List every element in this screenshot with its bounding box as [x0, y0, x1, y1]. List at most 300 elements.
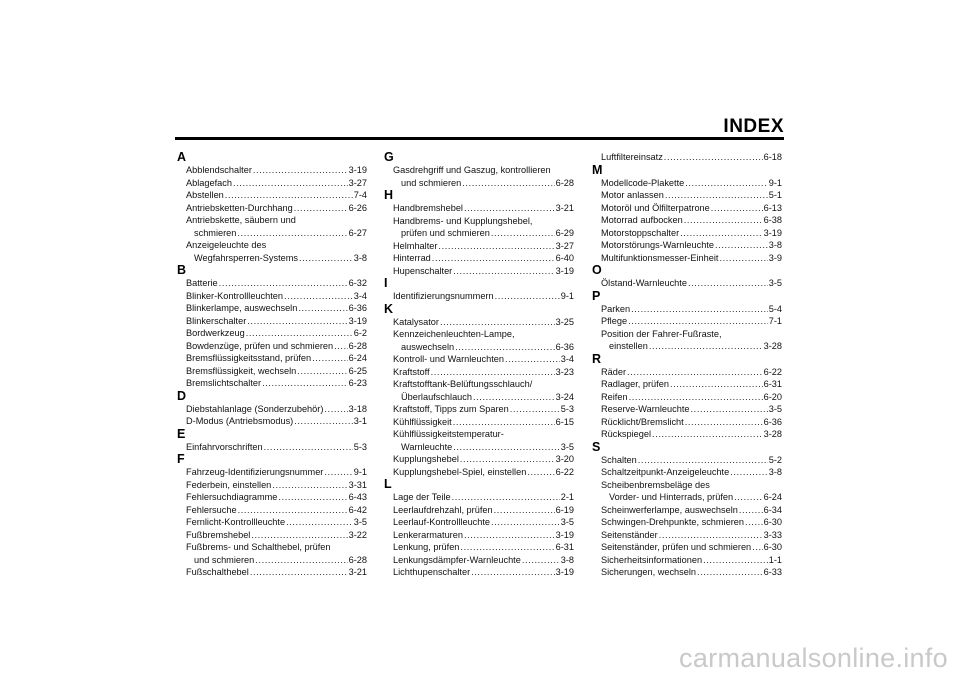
dot-leader — [659, 529, 763, 542]
dot-leader — [453, 416, 555, 429]
entry-page-number: 6-30 — [763, 517, 782, 527]
entry-line — [177, 164, 367, 177]
index-entry[interactable] — [384, 554, 574, 567]
entry-page-number: 6-29 — [555, 228, 574, 238]
entry-line — [384, 378, 574, 391]
entry-page-number: 3-21 — [555, 203, 574, 213]
dot-leader — [522, 554, 560, 567]
index-entry[interactable] — [177, 177, 367, 190]
index-entry[interactable] — [177, 377, 367, 390]
entry-page-number: 3-8 — [768, 240, 782, 250]
entry-page-number: 9-1 — [560, 291, 574, 301]
entry-page-number: 6-38 — [763, 215, 782, 225]
entry-line — [592, 328, 782, 341]
watermark: carmanualsonline.info — [679, 643, 948, 673]
index-entry[interactable] — [384, 516, 574, 529]
entry-page-number: 3-33 — [763, 529, 782, 540]
dot-leader — [262, 377, 348, 390]
entry-line — [384, 328, 574, 341]
entry-page-number: 6-30 — [763, 542, 782, 552]
index-entry[interactable] — [177, 340, 367, 353]
dot-leader — [505, 353, 560, 366]
entry-label: Lenkungsdämpfer-Warnleuchte — [393, 554, 521, 565]
entry-page-number: 6-27 — [348, 227, 367, 238]
entry-page-number: 3-1 — [353, 416, 367, 426]
section-letter: O — [592, 263, 602, 277]
entry-label: einstellen — [609, 341, 648, 351]
section-letter: D — [177, 388, 187, 403]
entry-page-number: 6-20 — [763, 391, 782, 402]
entry-page-number: 9-1 — [353, 467, 367, 477]
entry-page-number: 6-31 — [555, 542, 574, 552]
entry-line — [177, 491, 367, 504]
entry-label: Fehlersuche — [186, 504, 237, 515]
entry-label: Sicherungen, wechseln — [601, 567, 696, 577]
index-entry[interactable] — [592, 516, 782, 529]
index-entry[interactable] — [592, 239, 782, 252]
entry-page-number: 6-24 — [348, 353, 367, 363]
entry-label: Parken — [601, 303, 631, 314]
index-entry[interactable] — [177, 566, 367, 579]
index-entry[interactable] — [384, 215, 574, 240]
entry-line — [177, 239, 367, 252]
index-entry[interactable] — [592, 504, 782, 517]
dot-leader — [745, 516, 763, 529]
entry-label: Lenkung, prüfen — [393, 542, 460, 552]
index-entry[interactable] — [592, 454, 782, 467]
index-entry[interactable] — [592, 189, 782, 202]
entry-line — [592, 466, 782, 479]
title-rule — [175, 137, 784, 140]
dot-leader — [730, 466, 768, 479]
dot-leader — [703, 554, 768, 567]
index-entry[interactable] — [177, 202, 367, 215]
entry-label: Hinterrad — [393, 253, 431, 263]
index-entry[interactable] — [177, 516, 367, 529]
entry-page-number: 6-43 — [348, 492, 367, 502]
entry-page-number: 6-31 — [763, 379, 782, 389]
entry-label: Reserve-Warnleuchte — [601, 404, 690, 414]
entry-line-continued — [177, 252, 367, 265]
index-entry[interactable] — [384, 453, 574, 466]
entry-line — [592, 378, 782, 391]
entry-label: Rückspiegel — [601, 429, 652, 439]
entry-line-continued — [384, 227, 574, 240]
index-entry[interactable] — [177, 466, 367, 479]
index-entry[interactable] — [384, 252, 574, 265]
entry-line — [384, 466, 574, 479]
entry-label: Sicherheitsinformationen — [601, 554, 703, 565]
entry-label: Modellcode-Plakette — [601, 177, 685, 188]
dot-leader — [225, 189, 353, 202]
index-entry[interactable] — [177, 189, 367, 202]
dot-leader — [527, 466, 554, 479]
section-letter: P — [592, 288, 601, 303]
entry-line — [384, 403, 574, 416]
entry-label: Kontroll- und Warnleuchten — [393, 354, 504, 364]
entry-line — [592, 239, 782, 252]
entry-line — [384, 316, 574, 329]
entry-page-number: 3-24 — [555, 391, 574, 402]
entry-label: Anzeigeleuchte des — [186, 240, 267, 250]
index-entry[interactable] — [384, 416, 574, 429]
index-entry[interactable] — [592, 554, 782, 567]
entry-line — [177, 177, 367, 190]
entry-line-continued — [384, 177, 574, 190]
entry-line — [177, 403, 367, 416]
dot-leader — [246, 327, 353, 340]
entry-line — [177, 504, 367, 517]
entry-line — [592, 554, 782, 567]
index-entry[interactable] — [384, 366, 574, 379]
entry-label: Kraftstoff, Tipps zum Sparen — [393, 404, 509, 414]
dot-leader — [237, 227, 347, 240]
dot-leader — [711, 202, 763, 215]
entry-line — [384, 366, 574, 379]
dot-leader — [629, 391, 763, 404]
entry-page-number: 6-13 — [763, 202, 782, 213]
index-column-3 — [592, 151, 782, 579]
dot-leader — [510, 403, 560, 416]
entry-line — [384, 416, 574, 429]
dot-leader — [473, 391, 555, 404]
dot-leader — [631, 303, 768, 316]
dot-leader — [247, 315, 347, 328]
dot-leader — [438, 240, 554, 253]
entry-label: Federbein, einstellen — [186, 479, 272, 490]
index-column-2 — [384, 151, 574, 579]
entry-label: Fehlersuchdiagramme — [186, 492, 278, 502]
entry-line — [177, 541, 367, 554]
entry-page-number: 3-28 — [763, 429, 782, 439]
index-entry[interactable] — [177, 479, 367, 492]
entry-label: Blinkerschalter — [186, 315, 247, 326]
entry-label: Lenkerarmaturen — [393, 529, 463, 540]
index-entry[interactable] — [384, 265, 574, 278]
index-entry[interactable] — [177, 327, 367, 340]
entry-label: Fernlicht-Kontrollleuchte — [186, 517, 286, 527]
entry-line — [177, 327, 367, 340]
index-entry[interactable] — [177, 290, 367, 303]
entry-page-number: 6-22 — [555, 466, 574, 477]
section-letter: S — [592, 439, 601, 454]
entry-label: Lage der Teile — [393, 492, 451, 502]
entry-page-number: 3-28 — [763, 341, 782, 351]
entry-page-number: 9-1 — [768, 177, 782, 188]
index-entry[interactable] — [384, 290, 574, 303]
entry-label: Motorrad aufbocken — [601, 215, 683, 225]
dot-leader — [440, 316, 555, 329]
section-letter: B — [177, 263, 187, 277]
index-entry[interactable] — [177, 214, 367, 239]
dot-leader — [250, 566, 348, 579]
index-entry[interactable] — [177, 365, 367, 378]
entry-line — [592, 529, 782, 542]
entry-line — [384, 504, 574, 517]
entry-page-number: 6-2 — [353, 328, 367, 338]
entry-line — [384, 265, 574, 278]
entry-label: Abblendschalter — [186, 165, 252, 175]
dot-leader — [628, 315, 768, 328]
entry-line — [384, 215, 574, 228]
section-letter: L — [384, 477, 392, 491]
entry-label: Seitenständer — [601, 529, 658, 540]
entry-line — [384, 529, 574, 542]
index-entry[interactable] — [384, 316, 574, 329]
entry-label: Fahrzeug-Identifizierungsnummer — [186, 467, 324, 477]
entry-line — [177, 202, 367, 215]
entry-page-number: 6-19 — [555, 504, 574, 515]
index-entry[interactable] — [384, 541, 574, 554]
entry-page-number: 6-18 — [763, 152, 782, 162]
index-entry[interactable] — [592, 252, 782, 265]
entry-line — [592, 479, 782, 492]
entry-label: Kühlflüssigkeit — [393, 416, 452, 427]
entry-line — [592, 428, 782, 441]
index-entry[interactable] — [384, 353, 574, 366]
dot-leader — [253, 164, 348, 177]
section-letter: I — [384, 276, 388, 290]
dot-leader — [334, 340, 348, 353]
entry-page-number: 3-19 — [348, 315, 367, 326]
entry-line — [592, 227, 782, 240]
index-entry[interactable] — [592, 529, 782, 542]
entry-page-number: 3-21 — [348, 567, 367, 577]
dot-leader — [719, 252, 767, 265]
entry-label: Einfahrvorschriften — [186, 441, 263, 452]
entry-line — [592, 516, 782, 529]
entry-label: Kraftstofftank-Belüftungsschlauch/ — [393, 379, 533, 389]
index-entry[interactable] — [384, 566, 574, 579]
entry-page-number: 3-5 — [768, 278, 782, 288]
dot-leader — [494, 504, 555, 517]
index-entry[interactable] — [384, 529, 574, 542]
entry-page-number: 3-27 — [555, 240, 574, 251]
entry-page-number: 6-26 — [348, 202, 367, 213]
entry-line — [177, 466, 367, 479]
entry-page-number: 3-5 — [353, 517, 367, 527]
dot-leader — [298, 302, 347, 315]
page-title: INDEX — [723, 116, 784, 137]
index-entry[interactable] — [177, 441, 367, 454]
entry-line — [384, 566, 574, 579]
entry-line — [384, 554, 574, 567]
index-entry[interactable] — [177, 504, 367, 517]
index-entry[interactable] — [384, 378, 574, 403]
entry-page-number: 7-4 — [353, 190, 367, 200]
entry-line-continued — [592, 340, 782, 353]
entry-page-number: 3-20 — [555, 454, 574, 464]
index-entry[interactable] — [592, 227, 782, 240]
entry-label: Leerlauf-Kontrollleuchte — [393, 517, 491, 527]
index-entry[interactable] — [177, 315, 367, 328]
index-entry[interactable] — [592, 303, 782, 316]
index-entry[interactable] — [592, 479, 782, 504]
dot-leader — [264, 441, 353, 454]
dot-leader — [638, 454, 768, 467]
entry-label: Ölstand-Warnleuchte — [601, 278, 687, 288]
index-entry[interactable] — [177, 164, 367, 177]
entry-label: Motor anlassen — [601, 190, 664, 200]
index-entry[interactable] — [592, 403, 782, 416]
index-entry[interactable] — [384, 240, 574, 253]
section-letter: A — [177, 150, 187, 164]
entry-line — [177, 302, 367, 315]
entry-label: Motoröl und Ölfilterpatrone — [601, 202, 710, 213]
section-letter: M — [592, 162, 603, 177]
index-entry[interactable] — [177, 277, 367, 290]
entry-page-number: 6-25 — [348, 365, 367, 376]
entry-label: Schalten — [601, 454, 637, 465]
entry-label: Bremsflüssigkeitsstand, prüfen — [186, 353, 312, 363]
entry-page-number: 1-1 — [768, 554, 782, 565]
dot-leader — [294, 415, 352, 428]
index-entry[interactable] — [592, 202, 782, 215]
entry-line — [384, 240, 574, 253]
entry-label: Kennzeichenleuchten-Lampe, — [393, 329, 515, 339]
dot-leader — [752, 541, 762, 554]
dot-leader — [460, 453, 555, 466]
index-entry[interactable] — [592, 315, 782, 328]
entry-label: Helmhalter — [393, 240, 438, 251]
index-entry[interactable] — [177, 352, 367, 365]
dot-leader — [284, 290, 353, 303]
index-entry[interactable] — [177, 403, 367, 416]
dot-leader — [734, 491, 763, 504]
entry-label: Radlager, prüfen — [601, 379, 669, 389]
entry-line-continued — [384, 441, 574, 454]
entry-label: Position der Fahrer-Fußraste, — [601, 328, 722, 339]
dot-leader — [272, 479, 347, 492]
entry-page-number: 6-22 — [763, 366, 782, 377]
index-entry[interactable] — [384, 164, 574, 189]
dot-leader — [495, 290, 560, 303]
entry-label: Batterie — [186, 278, 218, 288]
entry-page-number: 3-8 — [768, 467, 782, 477]
index-entry[interactable] — [384, 504, 574, 517]
entry-page-number: 6-36 — [763, 416, 782, 427]
dot-leader — [431, 366, 555, 379]
index-entry[interactable] — [592, 151, 782, 164]
entry-page-number: 6-33 — [763, 567, 782, 577]
entry-line — [384, 252, 574, 265]
entry-label: Motorstoppschalter — [601, 227, 680, 238]
entry-label: Vorder- und Hinterrads, prüfen — [609, 492, 734, 502]
index-entry[interactable] — [592, 428, 782, 441]
entry-line-continued — [177, 227, 367, 240]
dot-leader — [462, 177, 554, 190]
entry-page-number: 3-22 — [348, 529, 367, 540]
index-entry[interactable] — [177, 415, 367, 428]
index-entry[interactable] — [592, 177, 782, 190]
index-entry[interactable] — [384, 202, 574, 215]
entry-line — [592, 315, 782, 328]
index-entry[interactable] — [592, 366, 782, 379]
entry-page-number: 3-9 — [768, 252, 782, 263]
entry-line — [384, 491, 574, 504]
index-entry[interactable] — [592, 277, 782, 290]
entry-line-continued — [384, 341, 574, 354]
index-entry[interactable] — [592, 328, 782, 353]
entry-label: Antriebskette, säubern und — [186, 215, 296, 225]
index-entry[interactable] — [592, 566, 782, 579]
dot-leader — [670, 378, 763, 391]
index-entry[interactable] — [592, 214, 782, 227]
entry-label: Pflege — [601, 316, 628, 326]
entry-page-number: 6-36 — [348, 303, 367, 313]
entry-label: und schmieren — [194, 554, 255, 565]
dot-leader — [464, 529, 555, 542]
entry-label: Kraftstoff — [393, 366, 430, 377]
dot-leader — [685, 177, 767, 190]
entry-page-number: 6-42 — [348, 504, 367, 515]
entry-page-number: 3-8 — [560, 554, 574, 565]
index-entry[interactable] — [592, 391, 782, 404]
entry-line — [384, 428, 574, 441]
dot-leader — [453, 441, 559, 454]
index-entry[interactable] — [177, 239, 367, 264]
index-entry[interactable] — [384, 403, 574, 416]
entry-line — [592, 189, 782, 202]
entry-page-number: 6-40 — [555, 253, 574, 263]
index-entry[interactable] — [177, 491, 367, 504]
index-entry[interactable] — [592, 378, 782, 391]
dot-leader — [251, 529, 347, 542]
entry-page-number: 5-4 — [768, 303, 782, 314]
entry-label: Leerlaufdrehzahl, prüfen — [393, 504, 493, 515]
index-entry[interactable] — [384, 428, 574, 453]
entry-line — [592, 416, 782, 429]
index-entry[interactable] — [592, 466, 782, 479]
entry-line-continued — [384, 391, 574, 404]
index-entry[interactable] — [592, 416, 782, 429]
entry-label: Lichthupenschalter — [393, 567, 471, 577]
entry-line — [592, 252, 782, 265]
entry-line — [177, 415, 367, 428]
index-entry[interactable] — [384, 328, 574, 353]
entry-page-number: 6-28 — [348, 554, 367, 565]
dot-leader — [697, 566, 763, 579]
entry-page-number: 7-1 — [768, 316, 782, 326]
entry-line — [592, 202, 782, 215]
dot-leader — [238, 504, 348, 517]
index-entry[interactable] — [177, 302, 367, 315]
entry-line — [177, 365, 367, 378]
index-entry[interactable] — [384, 466, 574, 479]
dot-leader — [453, 265, 554, 278]
entry-line — [177, 214, 367, 227]
index-entry[interactable] — [177, 541, 367, 566]
entry-line — [384, 453, 574, 466]
entry-line — [177, 377, 367, 390]
entry-label: Seitenständer, prüfen und schmieren — [601, 542, 752, 552]
index-entry[interactable] — [177, 529, 367, 542]
entry-page-number: 6-36 — [555, 341, 574, 352]
entry-page-number: 5-3 — [353, 441, 367, 452]
entry-line — [384, 202, 574, 215]
entry-label: Multifunktionsmesser-Einheit — [601, 252, 719, 263]
index-entry[interactable] — [592, 541, 782, 554]
dot-leader — [278, 491, 347, 504]
entry-line — [177, 516, 367, 529]
entry-line — [384, 541, 574, 554]
entry-label: Warnleuchte — [401, 441, 453, 452]
entry-page-number: 3-4 — [560, 354, 574, 364]
index-entry[interactable] — [384, 491, 574, 504]
entry-label: Fußschalthebel — [186, 567, 249, 577]
entry-label: Wegfahrsperren-Systems — [194, 252, 298, 263]
dot-leader — [455, 341, 554, 354]
